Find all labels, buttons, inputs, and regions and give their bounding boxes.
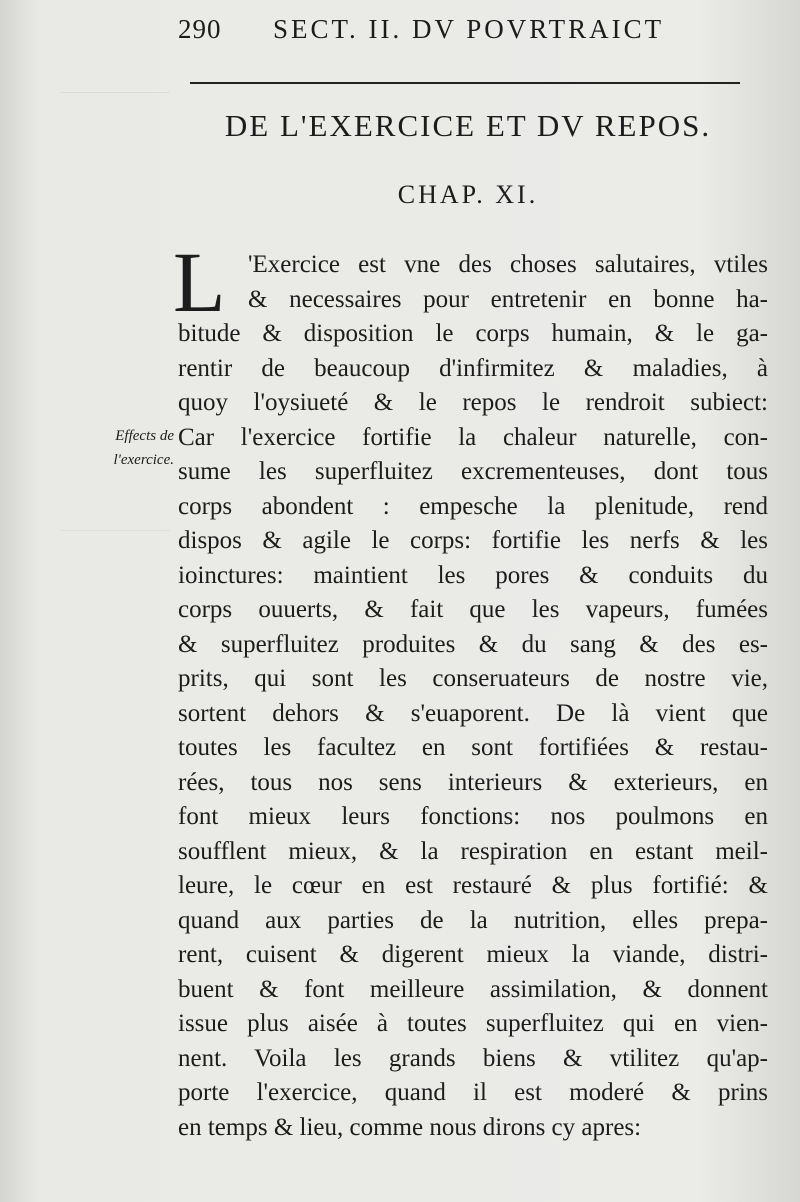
text-line: ioinctures: maintient les pores & conduits du [178, 561, 768, 589]
margin-note-line: l'exercice. [113, 452, 174, 468]
text-line: toutes les facultez en sont fortifiées & restau- [178, 734, 768, 761]
body-text [178, 248, 768, 1145]
text-line: buent & font meilleure assimilation, & donnent [178, 975, 768, 1003]
text-line: font mieux leurs fonctions: nos poulmons en [178, 803, 768, 830]
text-line: quoy l'oysiueté & le repos le rendroit subiect: [178, 389, 768, 416]
margin-note-line: Effects de [115, 428, 174, 444]
text-line: 'Exercice est vne des choses salutaires, vtiles [248, 251, 768, 278]
text-line: leure, le cœur en est restauré & plus fortifié: & [178, 872, 768, 899]
text-line: sortent dehors & s'euaporent. De là vient que [178, 699, 768, 727]
margin-note [62, 424, 174, 472]
text-line: en temps & lieu, comme nous dirons cy apres: [178, 1113, 642, 1141]
text-line: Car l'exercice fortifie la chaleur naturelle, con- [178, 423, 768, 451]
text-line: soufflent mieux, & la respiration en estant meil- [178, 837, 768, 865]
running-header [178, 14, 738, 54]
text-line: issue plus aisée à toutes superfluitez qui en vien- [178, 1010, 768, 1037]
text-line: bitude & disposition le corps humain, & le ga- [178, 320, 768, 347]
header-rule [190, 82, 740, 84]
drop-capital: L [173, 234, 226, 330]
text-line: quand aux parties de la nutrition, elles prepa- [178, 906, 768, 934]
text-line: rent, cuisent & digerent mieux la viande, distri- [178, 941, 768, 968]
show-through-bleed [60, 92, 170, 163]
text-line: prits, qui sont les conseruateurs de nostre vie, [178, 665, 768, 692]
running-title: SECT. II. DV POVRTRAICT [273, 14, 665, 44]
text-line: corps abondent : empesche la plenitude, rend [178, 492, 768, 520]
text-line: sume les superfluitez excrementeuses, dont tous [178, 458, 768, 485]
text-line: porte l'exercice, quand il est moderé & prins [178, 1079, 768, 1106]
text-line: corps ouuerts, & fait que les vapeurs, fumées [178, 596, 768, 623]
text-line: rentir de beaucoup d'infirmitez & maladies, à [178, 354, 768, 382]
text-line: & superfluitez produites & du sang & des es- [178, 630, 768, 658]
show-through-bleed [60, 530, 170, 671]
chapter-title: DE L'EXERCICE ET DV REPOS. [224, 108, 712, 143]
text-line: nent. Voila les grands biens & vtilitez qu'ap- [178, 1044, 768, 1072]
text-line: dispos & agile le corps: fortifie les nerfs & les [178, 527, 768, 554]
chapter-number: CHAP. XI. [397, 180, 539, 209]
text-line: rées, tous nos sens interieurs & exterieurs, en [178, 768, 768, 796]
page-number: 290 [178, 14, 222, 44]
text-line: & necessaires pour entretenir en bonne ha- [248, 285, 768, 313]
